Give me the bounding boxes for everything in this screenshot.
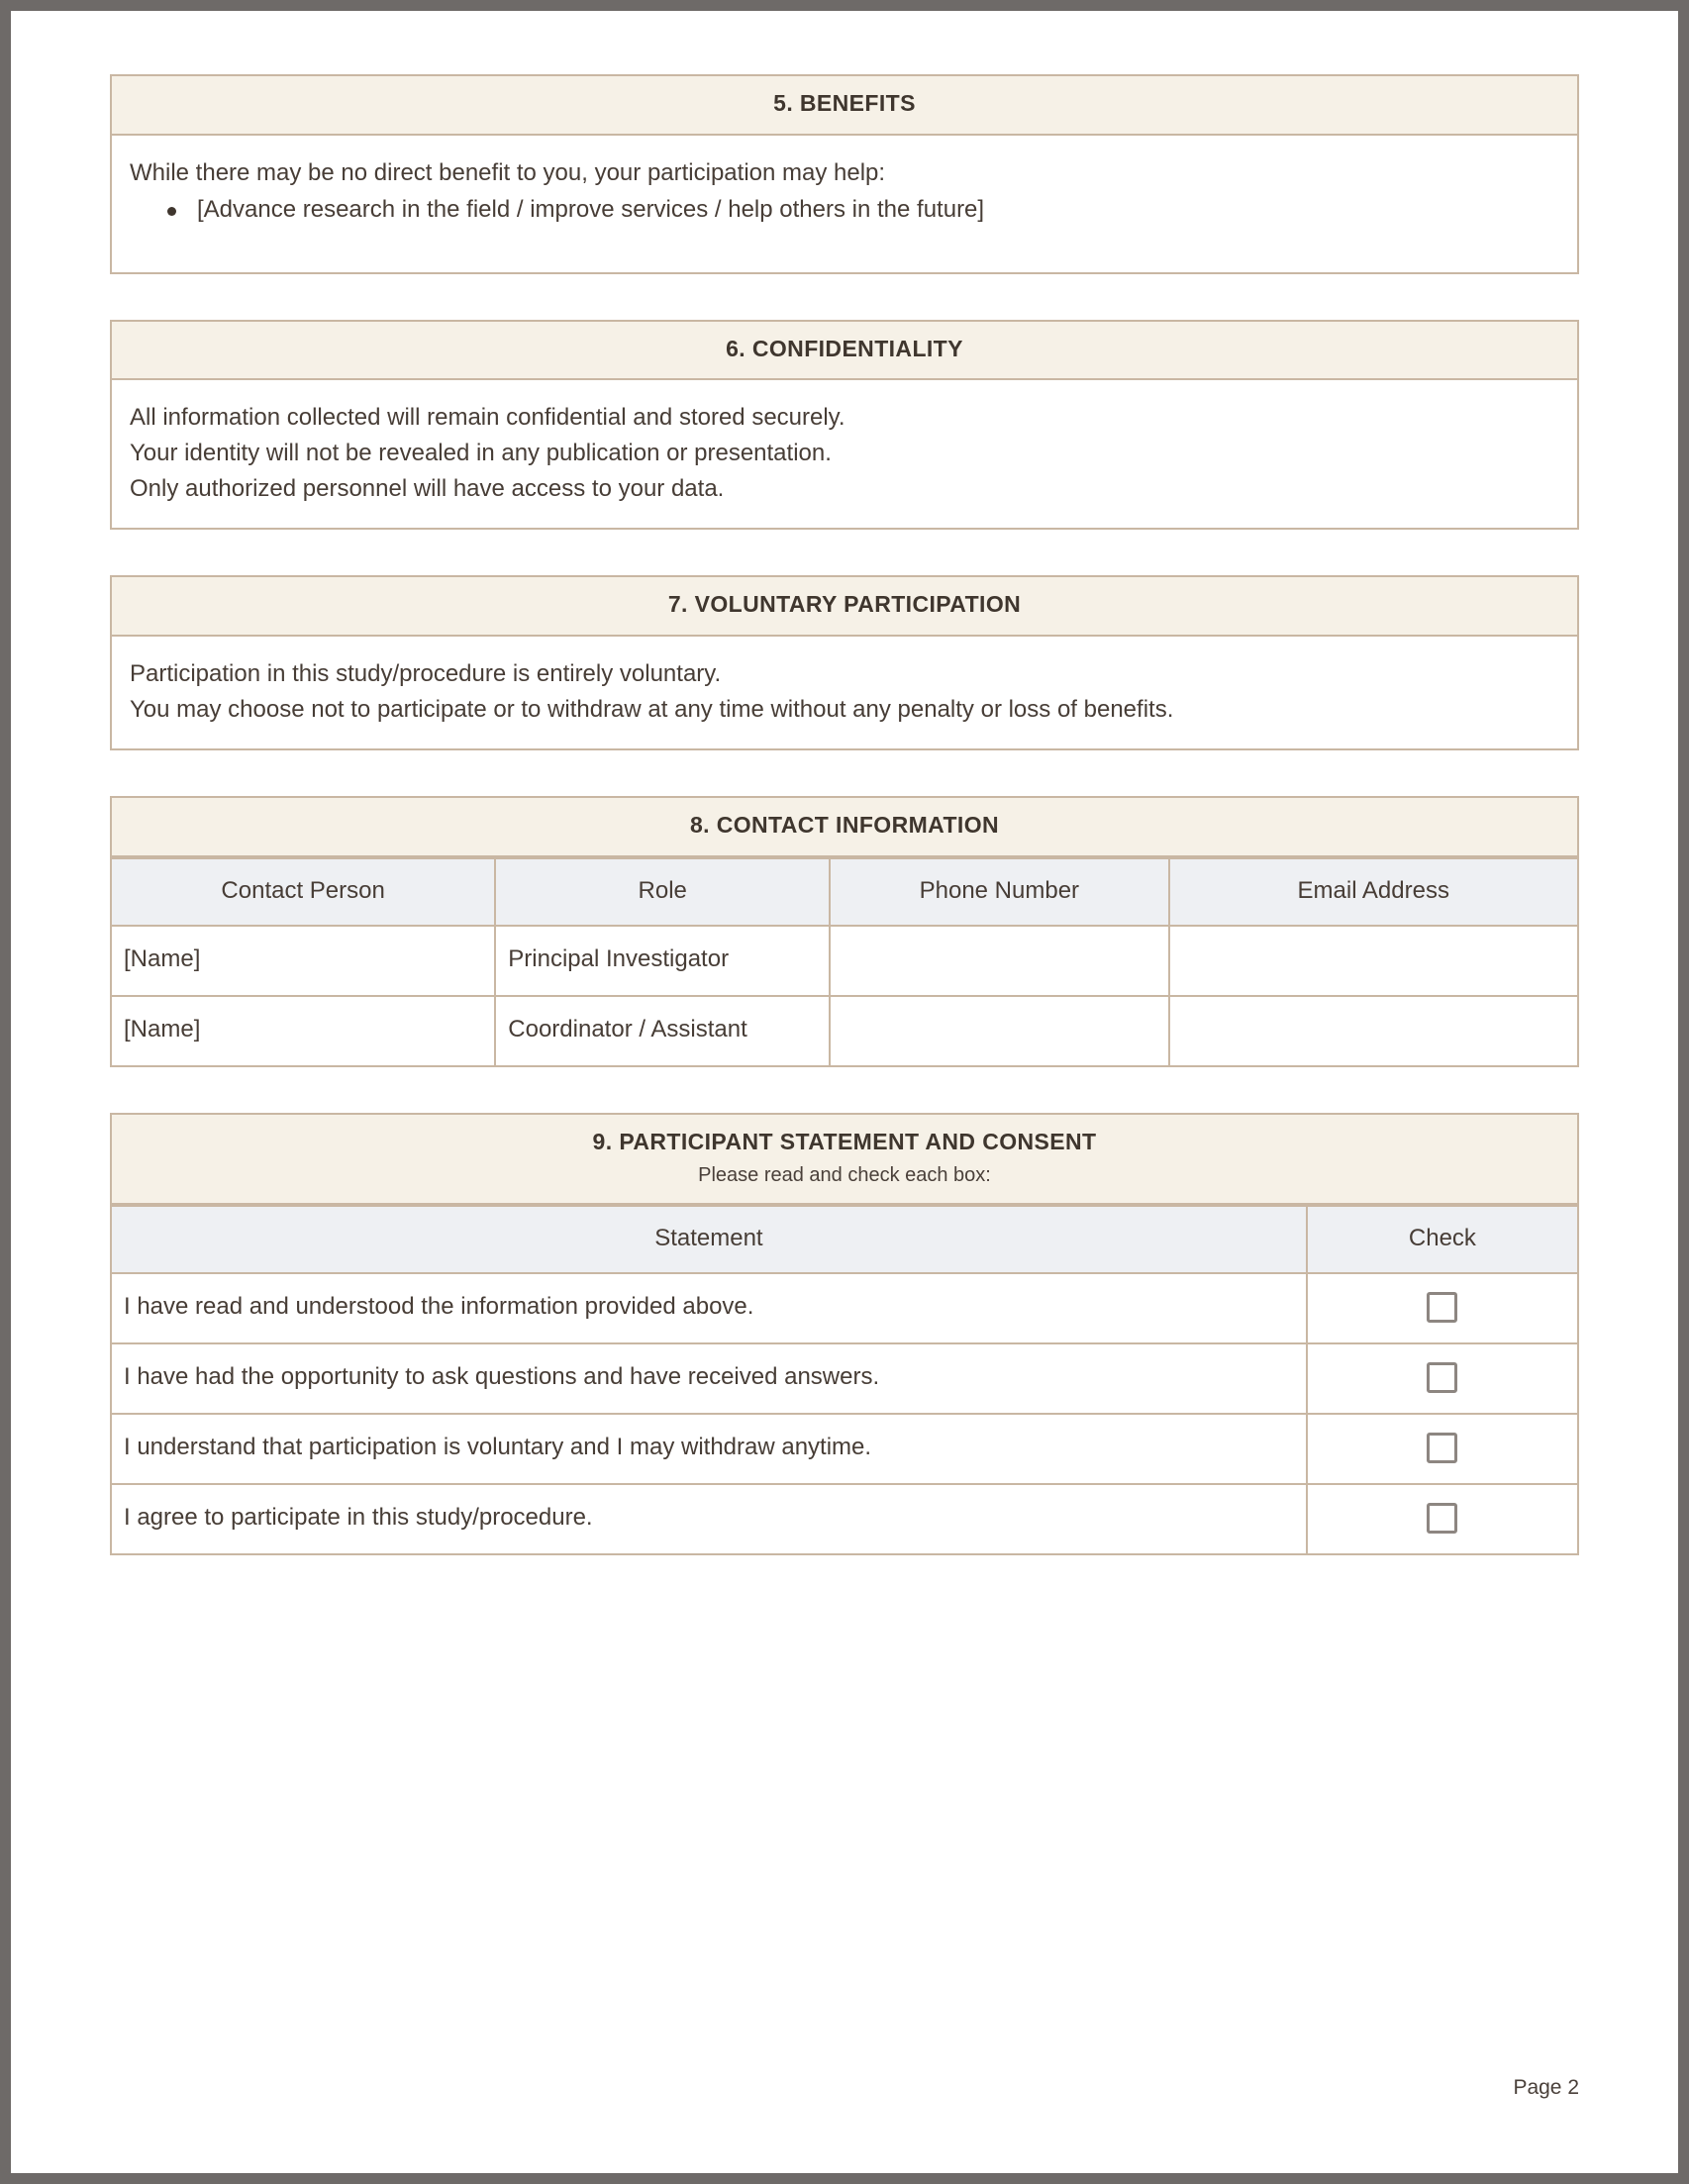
table-row: [111, 926, 1578, 996]
consent-checkbox[interactable]: [1427, 1362, 1457, 1393]
section-consent-header: [110, 1113, 1579, 1206]
cell-phone-number[interactable]: [830, 926, 1168, 996]
section-contact-information: [110, 796, 1579, 1067]
table-row: [111, 1484, 1578, 1554]
cell-role[interactable]: Principal Investigator: [495, 926, 830, 996]
section-voluntary-participation-title: 7. VOLUNTARY PARTICIPATION: [667, 591, 1022, 618]
consent-check-cell[interactable]: [1307, 1484, 1578, 1554]
section-contact-information-title: 8. CONTACT INFORMATION: [689, 812, 1000, 839]
section-consent-title: 9. PARTICIPANT STATEMENT AND CONSENT: [592, 1128, 1097, 1154]
column-header-contact-person: Contact Person: [111, 858, 495, 926]
confidentiality-line: Your identity will not be revealed in any publication or presentation.: [130, 440, 832, 467]
consent-checkbox[interactable]: [1427, 1503, 1457, 1534]
section-confidentiality-title: 6. CONFIDENTIALITY: [726, 335, 963, 361]
consent-statement-text: I agree to participate in this study/procedure.: [111, 1484, 1307, 1554]
table-row: [111, 1273, 1578, 1343]
section-confidentiality: [110, 320, 1579, 531]
confidentiality-line: Only authorized personnel will have access to your data.: [130, 475, 725, 503]
section-benefits-body: [110, 136, 1579, 274]
section-voluntary-participation-header: [110, 575, 1579, 637]
consent-statement-table: [110, 1205, 1579, 1555]
table-row: [111, 1343, 1578, 1414]
cell-role[interactable]: Coordinator / Assistant: [495, 996, 830, 1066]
table-row: [111, 996, 1578, 1066]
section-contact-information-header: [110, 796, 1579, 857]
section-benefits-title: 5. BENEFITS: [773, 90, 916, 116]
cell-email-address[interactable]: [1169, 926, 1579, 996]
page-content: [11, 11, 1678, 2173]
section-participant-statement-and-consent: [110, 1113, 1579, 1556]
column-header-statement: Statement: [111, 1206, 1307, 1273]
benefits-bullet-item: [Advance research in the field / improve services / help others in the future]: [197, 193, 1559, 227]
section-voluntary-participation-body: [110, 637, 1579, 750]
contact-information-table: [110, 857, 1579, 1067]
benefits-intro-text: While there may be no direct benefit to you, your participation may help:: [130, 158, 886, 186]
consent-checkbox[interactable]: [1427, 1292, 1457, 1323]
voluntary-line: You may choose not to participate or to withdraw at any time without any penalty or loss of benefits.: [130, 696, 1174, 724]
cell-phone-number[interactable]: [830, 996, 1168, 1066]
consent-checkbox[interactable]: [1427, 1433, 1457, 1463]
table-row: [111, 1414, 1578, 1484]
column-header-check: Check: [1307, 1206, 1578, 1273]
column-header-role: Role: [495, 858, 830, 926]
table-header-row: [111, 1206, 1578, 1273]
section-benefits: [110, 74, 1579, 274]
consent-check-cell[interactable]: [1307, 1343, 1578, 1414]
section-confidentiality-header: [110, 320, 1579, 381]
table-header-row: [111, 858, 1578, 926]
consent-check-cell[interactable]: [1307, 1273, 1578, 1343]
consent-statement-text: I understand that participation is voluntary and I may withdraw anytime.: [111, 1414, 1307, 1484]
cell-contact-person[interactable]: [Name]: [111, 926, 495, 996]
column-header-phone-number: Phone Number: [830, 858, 1168, 926]
section-benefits-header: [110, 74, 1579, 136]
benefits-bullet-list: [130, 193, 1559, 227]
cell-contact-person[interactable]: [Name]: [111, 996, 495, 1066]
confidentiality-line: All information collected will remain confidential and stored securely.: [130, 404, 845, 432]
consent-statement-text: I have read and understood the information provided above.: [111, 1273, 1307, 1343]
section-voluntary-participation: [110, 575, 1579, 750]
cell-email-address[interactable]: [1169, 996, 1579, 1066]
consent-check-cell[interactable]: [1307, 1414, 1578, 1484]
column-header-email-address: Email Address: [1169, 858, 1579, 926]
section-confidentiality-body: [110, 380, 1579, 530]
page-number-footer: Page 2: [1513, 2076, 1579, 2099]
section-consent-subtitle: Please read and check each box:: [698, 1164, 991, 1187]
voluntary-line: Participation in this study/procedure is entirely voluntary.: [130, 660, 722, 688]
consent-statement-text: I have had the opportunity to ask questions and have received answers.: [111, 1343, 1307, 1414]
